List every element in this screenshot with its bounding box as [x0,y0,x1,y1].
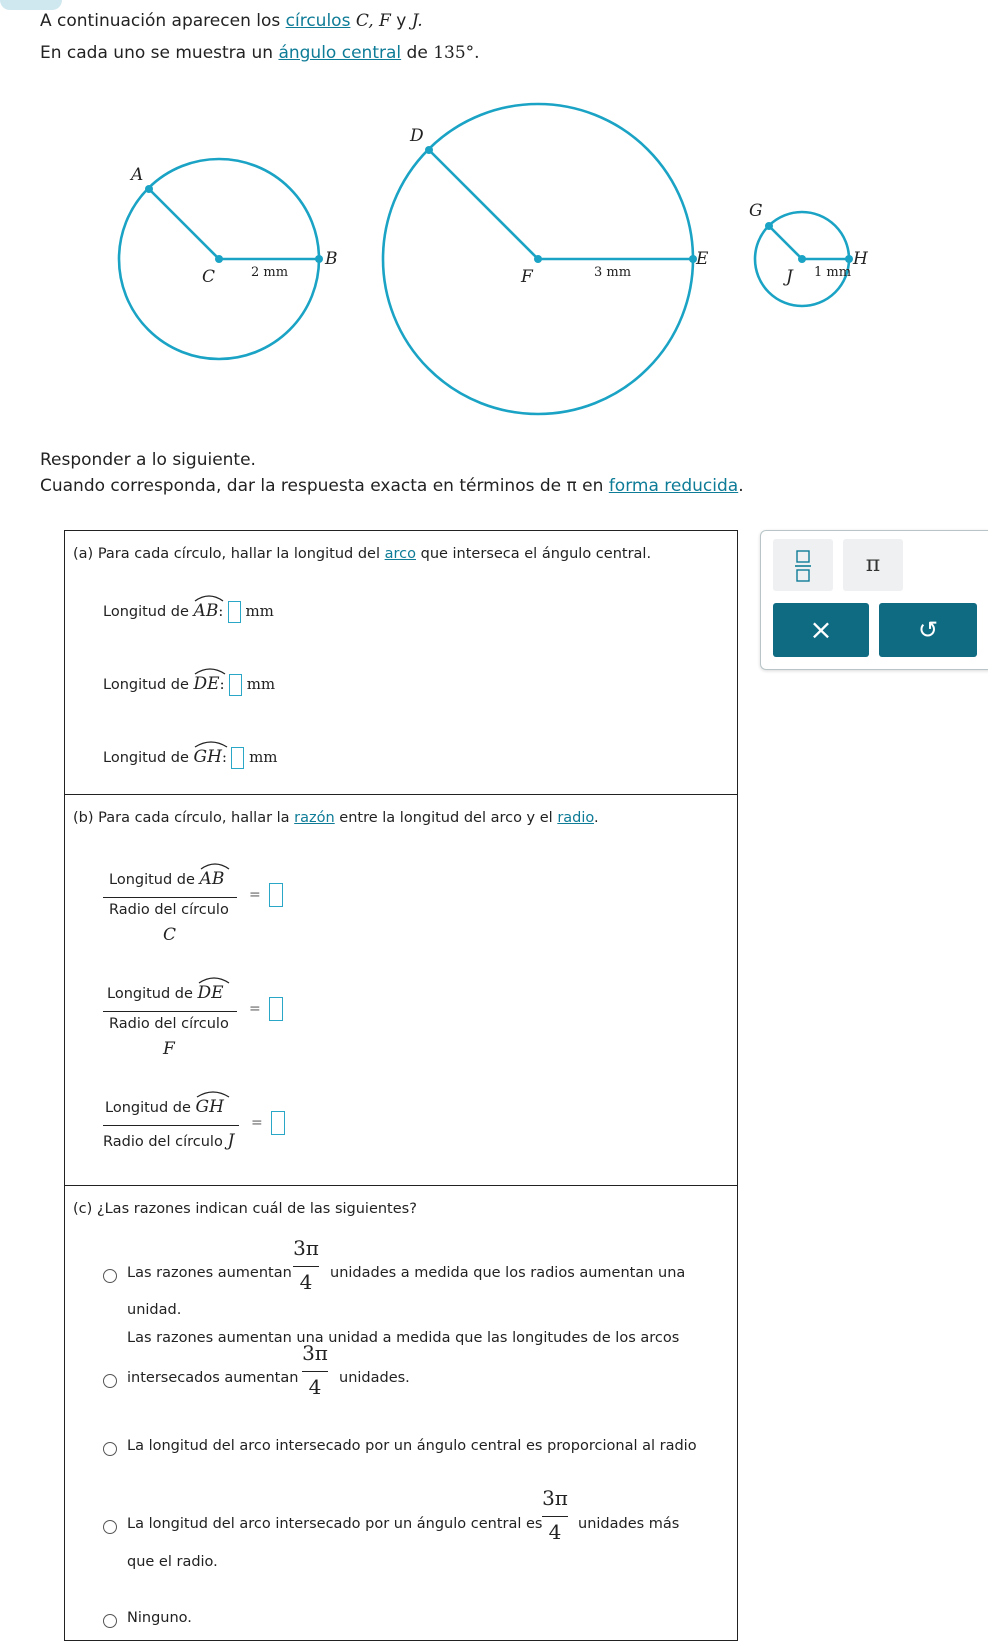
pi-den: 4 [299,1270,313,1294]
point-a [145,185,153,193]
radius-jg [769,226,802,259]
instructions-line-1: Responder a lo siguiente. [40,450,256,470]
ratio-input-ab[interactable] [269,883,283,907]
equals-sign: = [249,1001,261,1017]
circles-figure [0,0,988,430]
option-5-radio[interactable] [103,1614,117,1628]
radius-fd [429,150,538,259]
row-prefix: Longitud de [103,604,189,620]
arc-symbol [196,1088,230,1098]
arco-link[interactable]: arco [384,546,416,562]
part-c [65,1185,737,1642]
equals-sign: = [249,887,261,903]
option-2-text-b: intersecados aumentan [127,1370,299,1386]
radius-label-f: 3 mm [594,265,632,280]
instructions-line-2 [40,475,744,497]
pi-num: 3π [302,1341,328,1365]
ratio-denominator [103,1131,234,1151]
angulo-central-link[interactable]: ángulo central [278,43,402,63]
arc-de [198,983,224,1003]
ratio-num-prefix: Longitud de [109,872,195,888]
answer-input-ab[interactable] [228,601,241,623]
circulos-link[interactable]: círculos [285,11,351,31]
ratio-input-gh[interactable] [271,1111,285,1135]
label-g: G [749,201,763,221]
option-1-text-c: unidad. [127,1302,182,1318]
arc-de-label: DE [197,983,224,1003]
ratio-denominator: Radio del círculo [109,902,229,918]
arc-gh-label: GH [193,747,222,767]
unit-mm: mm [245,602,274,620]
angle-value: 135°. [433,43,480,63]
label-c: C [202,267,216,287]
unit-mm: mm [246,675,276,693]
part-c-heading [73,1201,417,1217]
point-h [845,255,853,263]
part-b [65,794,737,1185]
arc-symbol [194,592,224,602]
arc-length-row-de: Longitud de DE: mm [103,674,275,696]
equals-sign: = [251,1115,263,1131]
option-4-text-b: unidades más [578,1516,680,1532]
clear-button[interactable]: × [773,603,869,657]
pi-fraction-bar [542,1516,568,1517]
part-b-heading [73,810,599,826]
arc-ab-label: AB [193,601,219,621]
arc-ab [200,869,225,889]
arc-de-label: DE [193,674,220,694]
arc-de [194,674,220,694]
ratio-row-ab [103,857,363,947]
ratio-den-var: F [163,1039,175,1059]
ratio-row-de [103,971,363,1061]
radio-link[interactable]: radio [557,810,595,826]
part-a-label: (a) [73,546,94,562]
point-f [534,255,542,263]
point-j [798,255,806,263]
option-2[interactable] [65,1326,737,1426]
option-4-text-a: La longitud del arco intersecado por un ángulo central es [127,1516,543,1532]
option-1-text-a: Las razones aumentan [127,1265,292,1281]
ratio-numerator [105,1097,224,1117]
option-1-radio[interactable] [103,1269,117,1283]
part-a-text-suffix: que interseca el ángulo central. [416,546,652,562]
part-b-text: Para cada círculo, hallar la [98,810,295,826]
answer-input-de[interactable] [229,674,242,696]
label-h: H [853,249,868,269]
part-a [65,530,737,794]
pi-fraction-bar [293,1266,319,1267]
option-4-text-c: que el radio. [127,1554,218,1570]
arc-symbol [194,665,226,675]
option-2-radio[interactable] [103,1374,117,1388]
answer-input-gh[interactable] [231,747,244,769]
pi-den: 4 [548,1520,562,1544]
fraction-bar [103,897,237,898]
ratio-denominator: Radio del círculo [109,1016,229,1032]
pi-tool-button[interactable]: π [843,539,903,591]
label-f: F [521,267,533,287]
razon-link[interactable]: razón [294,810,335,826]
fraction-icon [773,539,833,591]
arc-gh [196,1097,224,1117]
arc-length-row-ab: Longitud de AB: mm [103,601,274,623]
instructions-suffix: . [738,476,744,496]
option-1-text-b: unidades a medida que los radios aumentan una [330,1265,686,1281]
part-c-label: (c) [73,1201,93,1217]
point-g [765,222,773,230]
ratio-den-text: Radio del círculo [103,1134,223,1150]
option-2-text-c: unidades. [339,1370,410,1386]
option-3-radio[interactable] [103,1442,117,1456]
question-box [64,530,738,1641]
option-3[interactable] [65,1426,737,1466]
part-c-question: ¿Las razones indican cuál de las siguientes? [96,1201,417,1217]
intro-text: A continuación aparecen los [40,11,286,31]
pi-num: 3π [542,1486,568,1510]
math-tool-panel [760,530,988,670]
intro-text-2: En cada uno se muestra un [40,43,279,63]
arc-length-row-gh: Longitud de GH: mm [103,747,278,769]
row-prefix: Longitud de [103,677,189,693]
circle-vars: C, F [350,11,397,31]
undo-button[interactable]: ↺ [879,603,977,657]
fraction-tool-button[interactable] [773,539,833,591]
point-c [215,255,223,263]
label-d: D [410,126,424,146]
fraction-bar [103,1011,237,1012]
part-a-heading [73,546,651,562]
pi-den: 4 [308,1375,322,1399]
radius-ca [149,189,219,259]
label-a: A [131,165,144,185]
ratio-numerator [109,869,224,889]
circle-var-j: J. [406,11,423,31]
option-4-radio[interactable] [103,1520,117,1534]
ratio-num-prefix: Longitud de [107,986,193,1002]
arc-symbol [200,860,230,870]
option-4[interactable] [65,1486,737,1576]
option-5-text-a: Ninguno. [127,1610,192,1626]
part-b-text-mid: entre la longitud del arco y el [334,810,558,826]
part-b-suffix: . [594,810,599,826]
option-3-text-a: La longitud del arco intersecado por un ángulo central es proporcional al radio [127,1438,697,1454]
intro-mid: de [401,43,434,63]
ratio-num-prefix: Longitud de [105,1100,191,1116]
row-prefix: Longitud de [103,750,189,766]
label-b: B [325,249,338,269]
option-2-text-a: Las razones aumentan una unidad a medida que las longitudes de los arcos [127,1330,680,1346]
option-1[interactable] [65,1231,737,1321]
label-j: J [786,267,793,287]
arc-ab [194,601,219,621]
arc-gh-label: GH [195,1097,224,1117]
instructions-text: Cuando corresponda, dar la respuesta exacta en términos de π en [40,476,609,496]
arc-symbol [198,974,230,984]
arc-gh [194,747,222,767]
part-a-text: Para cada círculo, hallar la longitud del [97,546,385,562]
ratio-numerator [107,983,224,1003]
intro-y: y [396,11,407,31]
point-b [315,255,323,263]
label-e: E [696,249,709,269]
ratio-den-var: C [163,925,177,945]
pi-num: 3π [293,1236,319,1260]
ratio-input-de[interactable] [269,997,283,1021]
pi-fraction-bar [302,1371,328,1372]
part-b-label: (b) [73,810,94,826]
fraction-bar [103,1125,239,1126]
ratio-den-var: J [227,1131,235,1151]
arc-symbol [194,738,228,748]
option-5[interactable] [65,1596,737,1636]
forma-reducida-link[interactable]: forma reducida [608,476,739,496]
arc-ab-label: AB [199,869,225,889]
radius-label-j: 1 mm [814,265,852,280]
radius-label-c: 2 mm [251,265,289,280]
point-d [425,146,433,154]
ratio-row-gh [103,1085,363,1165]
unit-mm: mm [249,748,278,766]
